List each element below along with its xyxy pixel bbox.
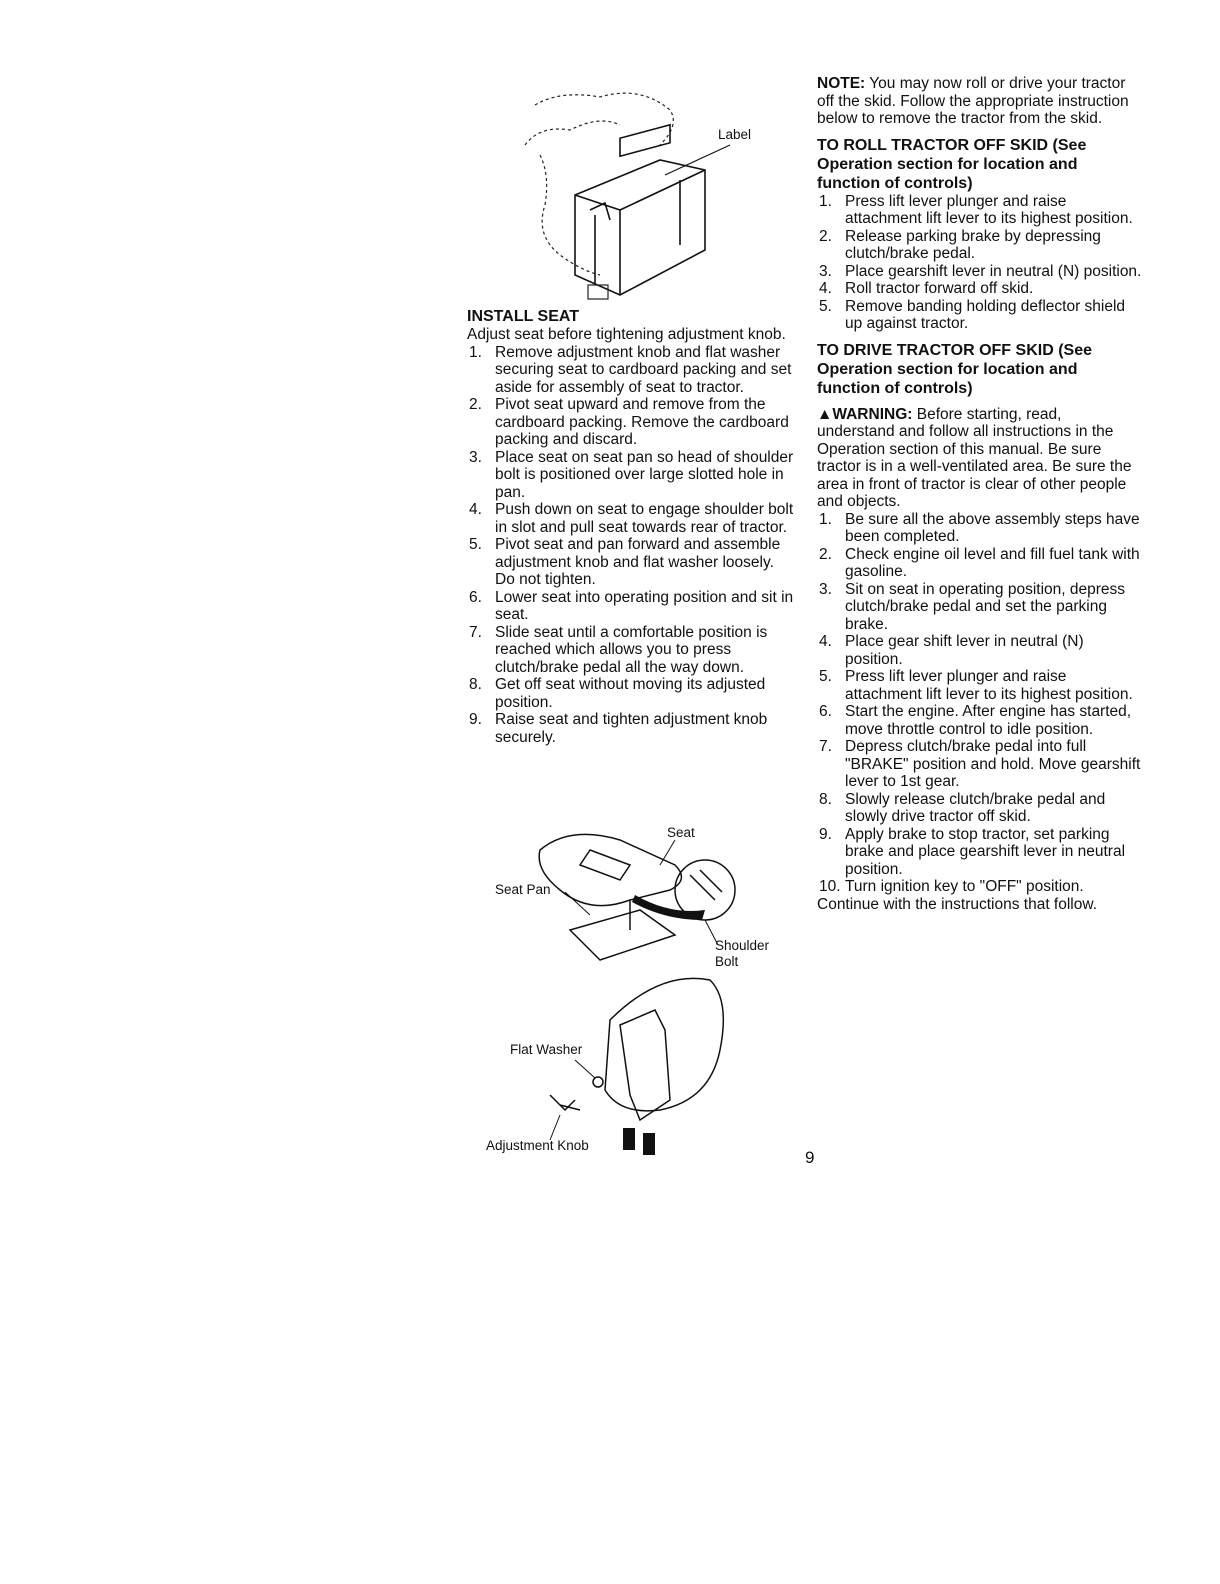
list-item — [817, 280, 1142, 298]
list-item — [467, 501, 797, 536]
closing-text: Continue with the instructions that follow. — [817, 895, 1098, 913]
install-seat-heading: INSTALL SEAT — [467, 308, 579, 325]
step-text: Pivot seat and pan forward and assemble adjustment knob and flat washer loosely. Do not tighten. — [495, 536, 781, 588]
list-item — [817, 878, 1142, 896]
step-number: 4. — [469, 501, 482, 518]
step-number: 10. — [819, 878, 841, 895]
step-text: Lower seat into operating position and sit in seat. — [495, 588, 794, 623]
step-number: 4. — [819, 633, 832, 650]
list-item — [467, 711, 797, 746]
step-text: Press lift lever plunger and raise attachment lift lever to its highest position. — [845, 192, 1133, 227]
step-number: 7. — [469, 623, 482, 641]
right-column — [817, 75, 1142, 913]
step-number: 8. — [819, 790, 832, 808]
step-number: 5. — [819, 668, 832, 685]
step-text: Release parking brake by depressing clutch/brake pedal. — [845, 227, 1101, 262]
seat-illustration — [480, 820, 800, 1165]
list-item — [817, 668, 1142, 703]
list-item — [817, 546, 1142, 581]
seat-label-callout: Seat — [667, 825, 695, 840]
list-item — [817, 581, 1142, 634]
step-text: Get off seat without moving its adjusted position. — [495, 676, 766, 711]
step-text: Check engine oil level and fill fuel tank with gasoline. — [845, 545, 1140, 580]
step-text: Raise seat and tighten adjustment knob securely. — [495, 711, 768, 746]
step-number: 6. — [819, 703, 832, 720]
step-text: Roll tractor forward off skid. — [845, 280, 1034, 297]
install-seat-intro: Adjust seat before tightening adjustment knob. — [467, 326, 786, 343]
step-text: Turn ignition key to "OFF" position. — [845, 878, 1084, 895]
shoulder-bolt-label-text: Shoulder Bolt — [715, 938, 770, 969]
warning-label: WARNING: — [832, 405, 913, 423]
step-number: 1. — [469, 343, 482, 361]
warning-icon: ▲ — [817, 405, 833, 423]
step-text: Slide seat until a comfortable position is reached which allows you to press clutch/brake pedal all the way down. — [495, 623, 768, 676]
step-text: Place gear shift lever in neutral (N) position. — [845, 633, 1084, 668]
battery-figure — [520, 85, 760, 315]
step-text: Push down on seat to engage shoulder bolt in slot and pull seat towards rear of tractor. — [495, 501, 794, 536]
step-number: 5. — [469, 536, 482, 553]
install-seat-section — [467, 307, 797, 746]
step-number: 7. — [819, 738, 832, 755]
adjustment-knob-label-callout: Adjustment Knob — [486, 1138, 589, 1153]
list-item — [817, 703, 1142, 738]
seat-pan-label-callout: Seat Pan — [495, 882, 551, 897]
step-number: 8. — [469, 676, 482, 693]
step-text: Start the engine. After engine has started, move throttle control to idle position. — [845, 703, 1132, 738]
flat-washer-label-callout: Flat Washer — [510, 1042, 583, 1057]
list-item — [467, 344, 797, 397]
step-number: 9. — [469, 711, 482, 728]
step-number: 9. — [819, 825, 832, 843]
install-seat-steps — [467, 344, 797, 747]
note-paragraph — [817, 75, 1142, 128]
list-item — [817, 298, 1142, 333]
list-item — [817, 263, 1142, 281]
drive-off-steps — [817, 511, 1142, 896]
step-number: 3. — [469, 448, 482, 466]
seat-figure — [480, 820, 800, 1165]
step-text: Slowly release clutch/brake pedal and slowly drive tractor off skid. — [845, 790, 1106, 825]
list-item — [467, 676, 797, 711]
step-text: Depress clutch/brake pedal into full "BRAKE" position and hold. Move gearshift lever to 1st gear. — [845, 738, 1141, 790]
step-number: 2. — [819, 545, 832, 563]
note-text: You may now roll or drive your tractor off the skid. Follow the appropriate instruction below to remove the tractor from the skid. — [817, 75, 1129, 127]
step-number: 2. — [819, 227, 832, 245]
step-number: 3. — [819, 580, 832, 598]
step-text: Apply brake to stop tractor, set parking brake and place gearshift lever in neutral position. — [845, 825, 1126, 878]
page-number: 9 — [805, 1148, 815, 1167]
warning-text: Before starting, read, understand and follow all instructions in the Operation section of this manual. Be sure tractor is in a well-ventilated area. Be sure the area in front of tractor is clear of other people and objects. — [817, 405, 1132, 510]
step-text: Pivot seat upward and remove from the cardboard packing. Remove the cardboard packing and discard. — [495, 396, 789, 448]
list-item — [817, 511, 1142, 546]
list-item — [467, 624, 797, 677]
list-item — [467, 536, 797, 589]
battery-illustration — [520, 85, 760, 315]
list-item — [817, 791, 1142, 826]
battery-label-callout: Label — [718, 127, 752, 142]
step-number: 4. — [819, 280, 832, 297]
note-label: NOTE: — [817, 75, 866, 92]
step-text: Remove banding holding deflector shield up against tractor. — [845, 297, 1126, 332]
list-item — [467, 589, 797, 624]
list-item — [817, 826, 1142, 879]
step-text: Sit on seat in operating position, depress clutch/brake pedal and set the parking brake. — [845, 580, 1126, 633]
step-number: 1. — [819, 192, 832, 210]
list-item — [467, 449, 797, 502]
step-number: 2. — [469, 396, 482, 413]
warning-paragraph — [817, 406, 1142, 511]
list-item — [817, 633, 1142, 668]
list-item — [467, 396, 797, 449]
step-number: 3. — [819, 262, 832, 280]
step-number: 1. — [819, 510, 832, 528]
roll-off-steps — [817, 193, 1142, 333]
step-number: 5. — [819, 297, 832, 315]
step-text: Place seat on seat pan so head of shoulder bolt is positioned over large slotted hole in pan. — [495, 448, 794, 501]
step-number: 6. — [469, 588, 482, 606]
step-text: Be sure all the above assembly steps have been completed. — [845, 510, 1140, 545]
step-text: Remove adjustment knob and flat washer securing seat to cardboard packing and set aside for assembly of seat to tractor. — [495, 343, 792, 396]
step-text: Press lift lever plunger and raise attachment lift lever to its highest position. — [845, 668, 1133, 703]
list-item — [817, 193, 1142, 228]
roll-off-heading: TO ROLL TRACTOR OFF SKID (See Operation section for location and function of controls) — [817, 136, 1087, 192]
step-text: Place gearshift lever in neutral (N) position. — [845, 262, 1142, 280]
drive-off-heading: TO DRIVE TRACTOR OFF SKID (See Operation section for location and function of controls) — [817, 341, 1092, 397]
list-item — [817, 228, 1142, 263]
list-item — [817, 738, 1142, 791]
shoulder-bolt-label-callout — [715, 938, 775, 970]
